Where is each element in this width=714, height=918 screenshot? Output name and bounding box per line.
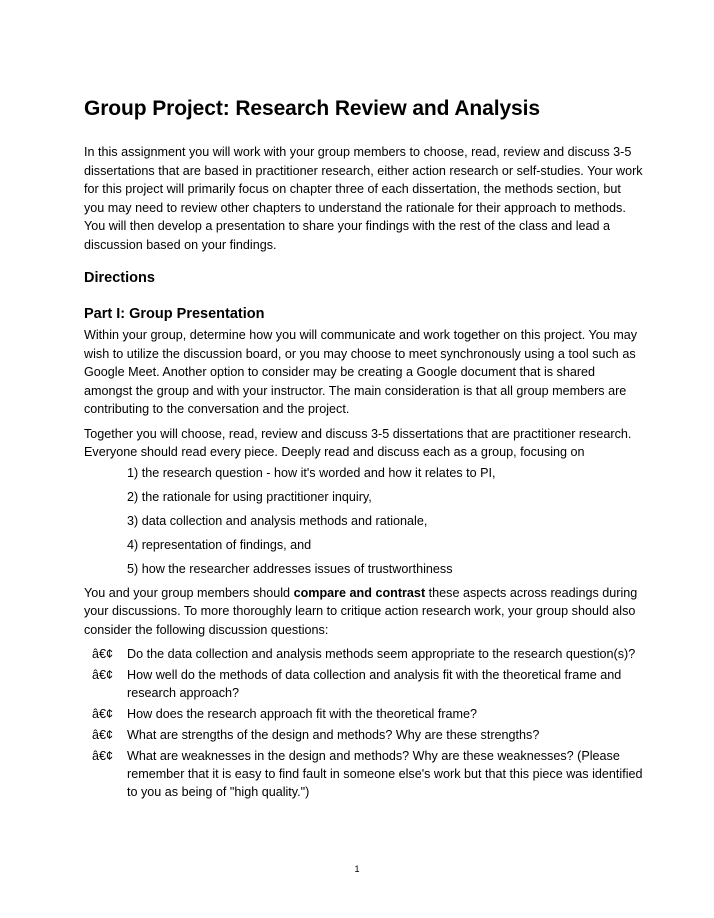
- directions-heading: Directions: [84, 270, 155, 286]
- question-text: Do the data collection and analysis methods seem appropriate to the research question(s)?: [127, 647, 636, 661]
- part1-paragraph-readings: Together you will choose, read, review and discuss 3-5 dissertations that are practitioner research. Everyone should read every piece. Deeply read and discuss each as a group, focusing on: [84, 426, 632, 459]
- document-body: [84, 96, 644, 804]
- discussion-question: [84, 705, 644, 723]
- document-title: Group Project: Research Review and Analysis: [84, 97, 540, 120]
- focus-item: 5) how the researcher addresses issues of trustworthiness: [127, 561, 453, 576]
- bullet-glyph: â€¢: [92, 647, 114, 661]
- bullet-glyph: â€¢: [92, 728, 114, 742]
- question-text: How does the research approach fit with the theoretical frame?: [127, 707, 478, 721]
- discussion-question: [84, 666, 644, 702]
- discussion-question: [84, 645, 644, 663]
- discussion-question: [84, 726, 644, 744]
- compare-contrast-emphasis: compare and contrast: [293, 585, 426, 600]
- discussion-question: [84, 747, 644, 801]
- focus-list: [127, 464, 644, 578]
- intro-paragraph: In this assignment you will work with your group members to choose, read, review and discuss 3-5 dissertations that are based in practitioner research, either action research or self-studies. Your work for this project will primarily focus on chapter three of each dissertation, the methods section, but you may need to review other chapters to understand the rationale for their approach to methods. You will then develop a presentation to share your findings with the rest of the class and lead a discussion based on your findings.: [84, 145, 643, 252]
- focus-item: 2) the rationale for using practitioner inquiry,: [127, 489, 372, 504]
- bullet-glyph: â€¢: [92, 668, 114, 682]
- discussion-questions-list: [84, 645, 644, 801]
- focus-item: 1) the research question - how it's worded and how it relates to PI,: [127, 465, 496, 480]
- focus-item: 3) data collection and analysis methods and rationale,: [127, 513, 428, 528]
- part1-paragraph-communication: Within your group, determine how you will communicate and work together on this project. You may wish to utilize the discussion board, or you may choose to meet synchronously using a tool such as Google Meet. Another option to consider may be creating a Google document that is shared amongst the group and with your instructor. The main consideration is that all group members are contributing to the conversation and the project.: [84, 328, 638, 416]
- compare-contrast-paragraph: [84, 584, 644, 640]
- compare-text-before: You and your group members should: [84, 585, 294, 600]
- question-text: How well do the methods of data collection and analysis fit with the theoretical frame and research approach?: [127, 668, 622, 700]
- bullet-glyph: â€¢: [92, 749, 114, 763]
- question-text: What are strengths of the design and methods? Why are these strengths?: [127, 728, 540, 742]
- page-number: 1: [354, 864, 360, 874]
- bullet-glyph: â€¢: [92, 707, 114, 721]
- focus-item: 4) representation of findings, and: [127, 537, 312, 552]
- part1-heading: Part I: Group Presentation: [84, 306, 265, 322]
- compare-text-after: these aspects across readings during your discussions. To more thoroughly learn to critique action research work, your group should also consider the following discussion questions:: [84, 585, 638, 637]
- question-text: What are weaknesses in the design and methods? Why are these weaknesses? (Please remember that it is easy to find fault in someone else's work but that this piece was identified to you as being of "high quality."): [127, 749, 643, 799]
